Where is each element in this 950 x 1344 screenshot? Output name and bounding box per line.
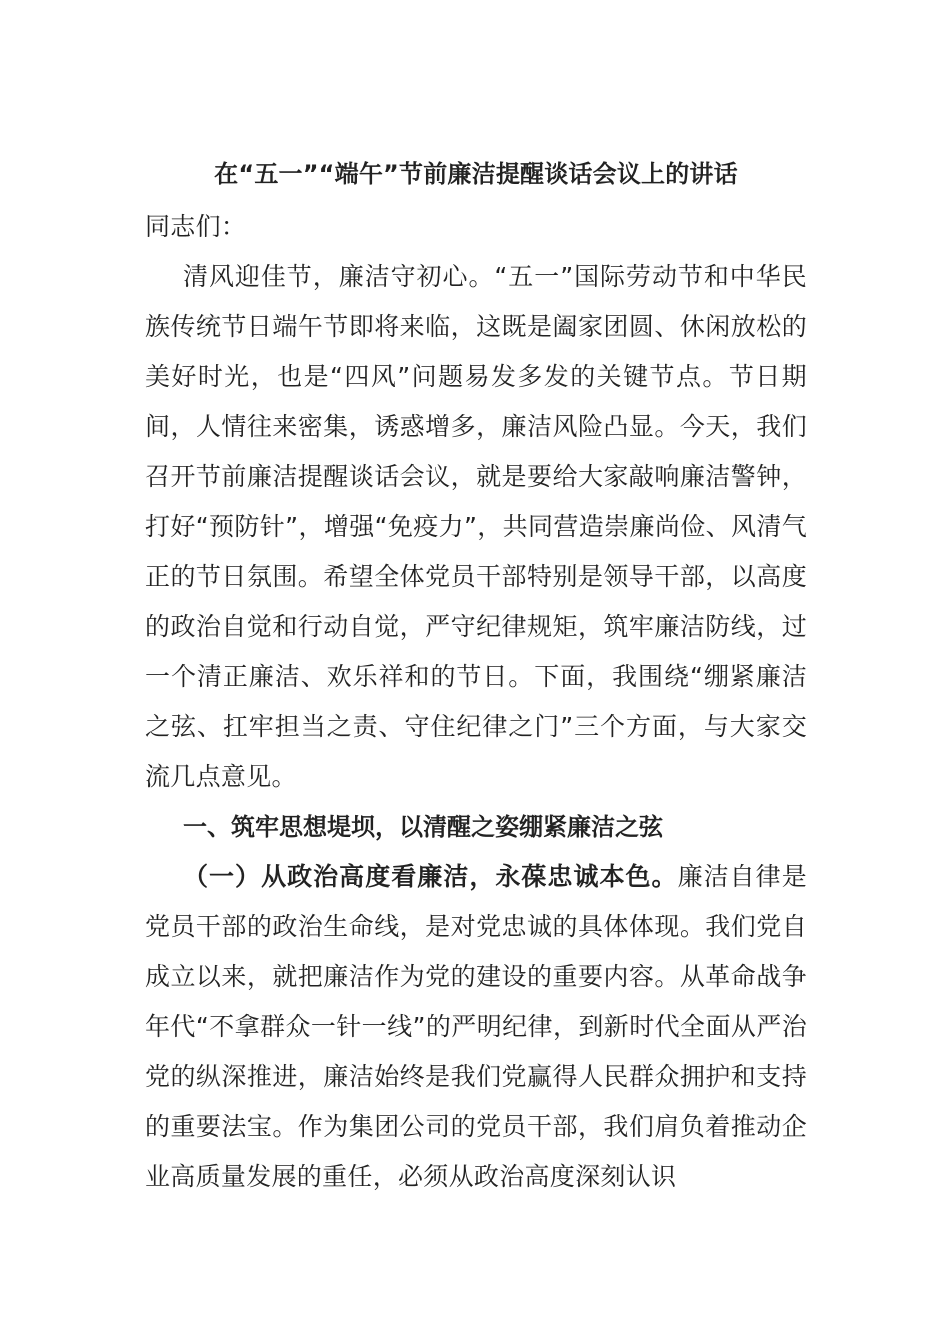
subsection-1-heading: （一）从政治高度看廉洁，永葆忠诚本色。	[183, 862, 678, 891]
intro-paragraph: 清风迎佳节，廉洁守初心。“五一”国际劳动节和中华民族传统节日端午节即将来临，这既是阖家团圆、休闲放松的美好时光，也是“四风”问题易发多发的关键节点。节日期间，人情往来密集，诱惑增多，廉洁风险凸显。今天，我们召开节前廉洁提醒谈话会议，就是要给大家敲响廉洁警钟，打好“预防针”，增强“免疫力”，共同营造崇廉尚俭、风清气正的节日氛围。希望全体党员干部特别是领导干部，以高度的政治自觉和行动自觉，严守纪律规矩，筑牢廉洁防线，过一个清正廉洁、欢乐祥和的节日。下面，我围绕“绷紧廉洁之弦、扛牢担当之责、守住纪律之门”三个方面，与大家交流几点意见。	[145, 262, 807, 791]
subsection-1-paragraph	[145, 852, 807, 1202]
subsection-1-text: 廉洁自律是党员干部的政治生命线，是对党忠诚的具体体现。我们党自成立以来，就把廉洁作为党的建设的重要内容。从革命战争年代“不拿群众一针一线”的严明纪律，到新时代全面从严治党的纵深推进，廉洁始终是我们党赢得人民群众拥护和支持的重要法宝。作为集团公司的党员干部，我们肩负着推动企业高质量发展的重任，必须从政治高度深刻认识	[145, 862, 807, 1191]
section-1-heading: 一、筑牢思想堤坝，以清醒之姿绷紧廉洁之弦	[183, 813, 663, 841]
document-page	[145, 152, 807, 1202]
salutation: 同志们：	[145, 212, 247, 241]
document-title: 在“五一”“端午”节前廉洁提醒谈话会议上的讲话	[214, 160, 738, 188]
